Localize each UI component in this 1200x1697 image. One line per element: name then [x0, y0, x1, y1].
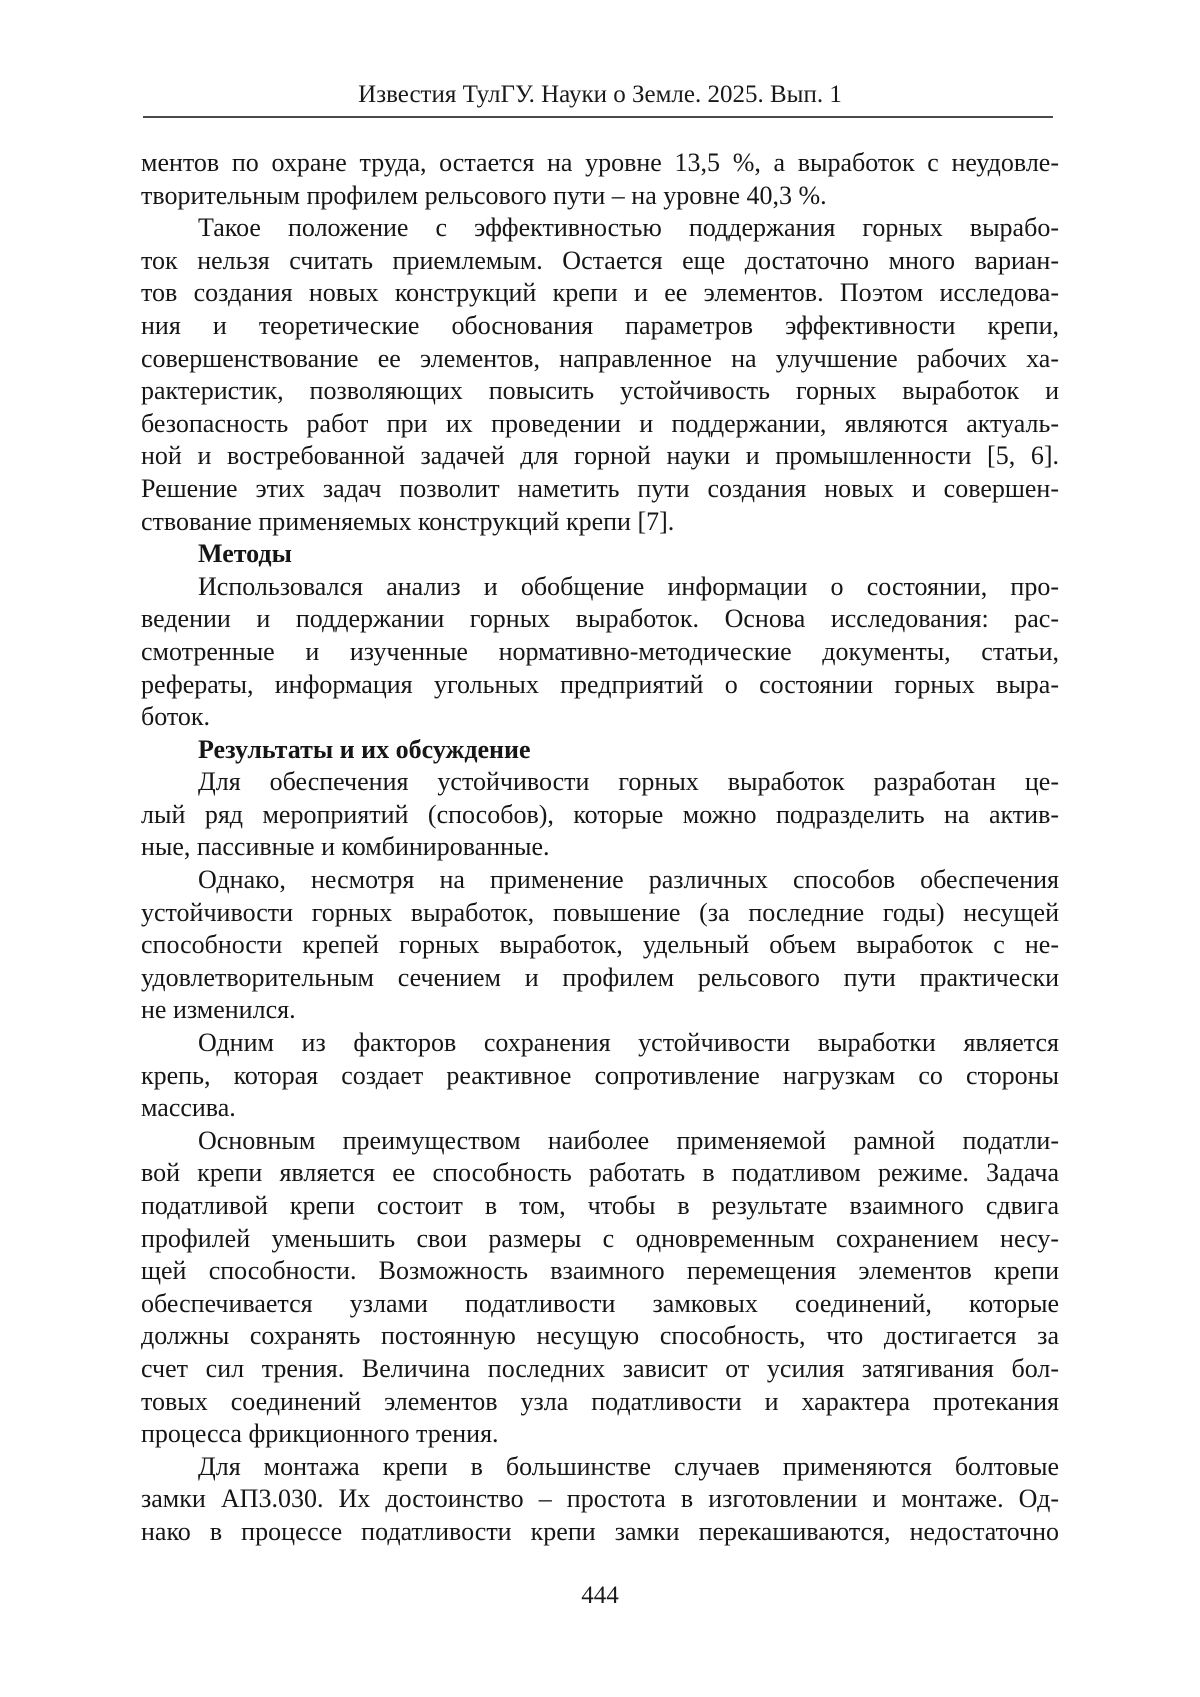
text-line: ния и теоретические обоснования параметров эффективности крепи, — [141, 310, 1059, 340]
text-line: крепь, которая создает реактивное сопротивление нагрузкам со стороны — [141, 1060, 1059, 1090]
text-line: ментов по охране труда, остается на уровне 13,5 %, а выработок с неудовле- — [141, 148, 1059, 177]
text-line: устойчивости горных выработок, повышение (за последние годы) несущей — [141, 897, 1059, 927]
text-line: Решение этих задач позволит наметить пути создания новых и совершен- — [141, 473, 1059, 503]
text-line: массива. — [141, 1093, 236, 1123]
text-line: вой крепи является ее способность работать в податливом режиме. Задача — [141, 1158, 1059, 1188]
paragraph — [141, 766, 1059, 864]
text-line: рактеристик, позволяющих повысить устойчивость горных выработок и — [141, 376, 1059, 406]
text-line: удовлетворительным сечением и профилем рельсового пути практически — [141, 962, 1059, 992]
text-line: Использовался анализ и обобщение информации о состоянии, про- — [198, 571, 1059, 601]
text-line: творительным профилем рельсового пути – на уровне 40,3 %. — [141, 180, 827, 210]
running-head-title: Известия ТулГУ. Науки о Земле. 2025. Вып. 1 — [358, 81, 842, 108]
paragraph — [141, 1125, 1059, 1451]
text-line: не изменился. — [141, 995, 296, 1025]
text-line: счет сил трения. Величина последних зависит от усилия затягивания бол- — [141, 1353, 1059, 1383]
text-line: лый ряд мероприятий (способов), которые можно подразделить на актив- — [141, 799, 1059, 829]
text-line: Одним из факторов сохранения устойчивости выработки является — [198, 1028, 1059, 1058]
text-line: обеспечивается узлами податливости замковых соединений, которые — [141, 1288, 1059, 1318]
text-line: безопасность работ при их проведении и поддержании, являются актуаль- — [141, 408, 1059, 438]
text-line: ной и востребованной задачей для горной науки и промышленности [5, 6]. — [141, 441, 1059, 471]
text-line: ток нельзя считать приемлемым. Остается еще достаточно много вариан- — [141, 245, 1059, 275]
paragraph — [141, 864, 1059, 1027]
text-line: ствование применяемых конструкций крепи [7]. — [141, 506, 675, 536]
text-line: замки АП3.030. Их достоинство – простота в изготовлении и монтаже. Од- — [141, 1484, 1059, 1514]
text-line: податливой крепи состоит в том, чтобы в результате взаимного сдвига — [141, 1191, 1059, 1220]
text-line: боток. — [141, 702, 211, 732]
section-heading-methods: Методы — [198, 539, 292, 569]
paragraph — [141, 212, 1059, 538]
text-line: ведении и поддержании горных выработок. Основа исследования: рас- — [141, 604, 1059, 634]
text-line: смотренные и изученные нормативно-методические документы, статьи, — [141, 636, 1059, 666]
paragraph — [141, 1027, 1059, 1125]
text-line: процесса фрикционного трения. — [141, 1419, 499, 1449]
text-line: должны сохранять постоянную несущую способность, что достигается за — [141, 1321, 1059, 1351]
text-line: ные, пассивные и комбинированные. — [141, 832, 550, 862]
paragraph — [141, 1451, 1059, 1549]
text-line: Однако, несмотря на применение различных способов обеспечения — [198, 865, 1059, 895]
paragraph — [141, 147, 1059, 212]
text-line: Основным преимуществом наиболее применяемой рамной податли- — [198, 1125, 1059, 1155]
text-line: тов создания новых конструкций крепи и ее элементов. Поэтом исследова- — [141, 278, 1059, 308]
text-line: способности крепей горных выработок, удельный объем выработок с не- — [141, 930, 1059, 960]
section-heading-results: Результаты и их обсуждение — [198, 734, 531, 764]
text-line: Такое положение с эффективностью поддержания горных вырабо- — [198, 213, 1059, 243]
text-line: Для монтажа крепи в большинстве случаев применяются болтовые — [198, 1451, 1059, 1481]
article-body — [141, 147, 1059, 1549]
text-line: Для обеспечения устойчивости горных выработок разработан це- — [198, 767, 1059, 797]
text-line: нако в процессе податливости крепи замки перекашиваются, недостаточно — [141, 1516, 1059, 1546]
text-line: щей способности. Возможность взаимного перемещения элементов крепи — [141, 1256, 1059, 1286]
paragraph — [141, 571, 1059, 734]
text-line: товых соединений элементов узла податливости и характера протекания — [141, 1386, 1059, 1416]
text-line: совершенствование ее элементов, направленное на улучшение рабочих ха- — [141, 343, 1059, 373]
text-line: профилей уменьшить свои размеры с одновременным сохранением несу- — [141, 1223, 1059, 1253]
header-rule — [143, 116, 1053, 118]
text-line: рефераты, информация угольных предприятий о состоянии горных выра- — [141, 669, 1059, 699]
page-number: 444 — [581, 1582, 619, 1609]
